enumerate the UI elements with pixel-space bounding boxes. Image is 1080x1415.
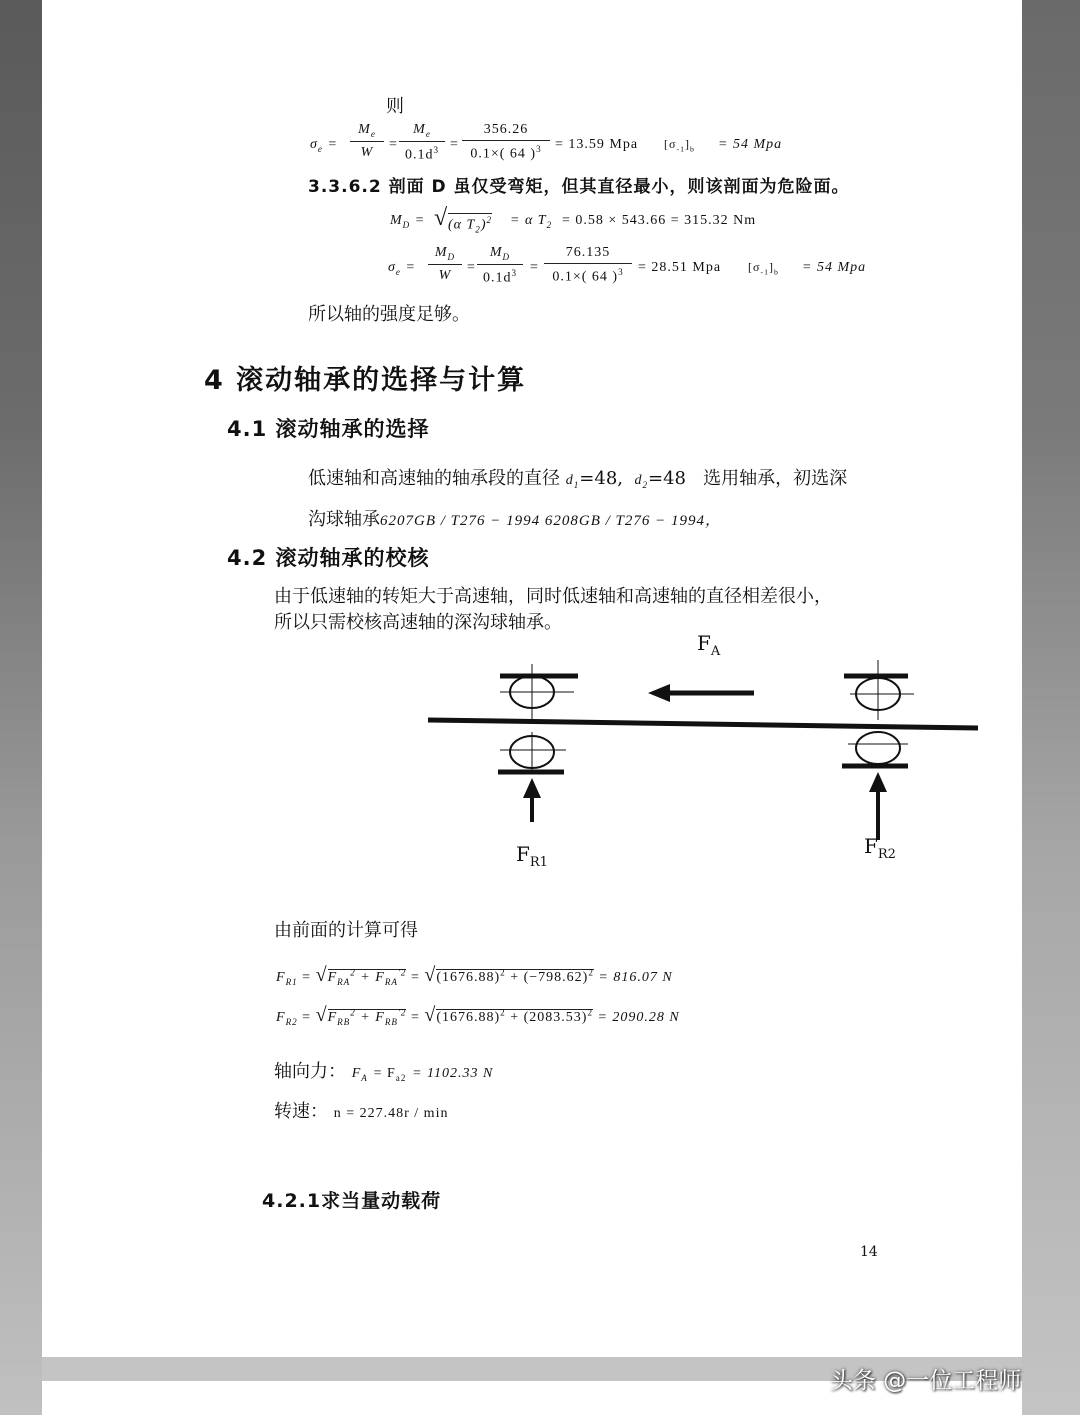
strength-conclusion: 所以轴的强度足够。 (308, 304, 470, 325)
document-page: 则 $\sigma_e$ = $M_e$ W = $M_e$ $0.1d^3$ = 356.26 0.1×( 64 )$^3$ = 13.59 Mpa $[\sigma_{-1}]_b$ = 54 Mpa 3.3.6.2 剖面 D 虽仅受弯矩，但其直径最小，则该剖面为危险面。 $M_D$ = √ (α $T_2)^2$ = α $T_2$ = 0.58 × 543.66 = 315.32 Nm $\sigma_e$ = $M_D$ W = $M_D$ $0.1d^3$ = 76.135 0.1×( 64 )$^3$ = 28.51 Mpa $[\sigma_{-1}]_b$ = 54 Mpa 所以轴的强度足够。 4 滚动轴承的选择与计算 4.1 滚动轴承的选择 低速轴和高速轴的轴承段的直径 $d_1=48$, $d_2=48$ 选用轴承，初选深 沟球轴承6207GB / T276 − 1994 6208GB / T276 − 1994， 4.2 滚动轴承的校核 由于低速轴的转矩大于高速轴，同时低速轴和高速轴的直径相差很小， 所以只需校核高速轴的深沟球轴承。 $F_A$ $F_{R1}$ $F_{R2}$ 由前面的计算可得 $F_{R1} = √F_{RA}^2 + F_{RA}^{'2} = √(1676.88)^2 + (-798.62)^2 = 816.07$ N $F_{R2} = √F_{RB}^2 + F_{RB}^{'2} = √(1676.88)^2 + (2083.53)^2 = 2090.28$ N 轴向力： $F_A = F_{a2} = 1102.33$ N 转速： n = 227.48r / min 4.2.1求当量动载荷 14 (42, 0, 1022, 1357)
section-41-line2: 沟球轴承6207GB / T276 − 1994 6208GB / T276 − 1994， (308, 509, 722, 530)
fa-label: $F_A$ (697, 631, 721, 659)
section-42-para-line1: 由于低速轴的转矩大于高速轴，同时低速轴和高速轴的直径相差很小， (274, 586, 832, 607)
bearing-2-bottom-ball (856, 732, 900, 764)
fr1-label: $F_{R1}$ (516, 842, 548, 870)
scan-frame-left (0, 0, 42, 1415)
bearing-force-diagram (42, 0, 1022, 900)
then-label: 则 (386, 96, 404, 117)
fr1-equation: $F_{R1} = √F_{RA}^2 + F_{RA}^{'2} = √(1676.88)^2 + (-798.62)^2 = 816.07$ N (276, 964, 673, 987)
calc-intro: 由前面的计算可得 (274, 920, 418, 941)
section-3362-text: 3.3.6.2 剖面 D 虽仅受弯矩，但其直径最小，则该剖面为危险面。 (308, 177, 850, 197)
section-41-heading: 4.1 滚动轴承的选择 (227, 417, 430, 441)
section-421-heading: 4.2.1求当量动载荷 (262, 1190, 442, 1212)
axial-force-line: 轴向力： $F_A = F_{a2} = 1102.33$ N (274, 1061, 494, 1083)
chapter-4-heading: 4 滚动轴承的选择与计算 (204, 365, 527, 396)
watermark-text: 头条 @一位工程师 (830, 1368, 1022, 1394)
section-42-para-line2: 所以只需校核高速轴的深沟球轴承。 (274, 612, 562, 633)
section-42-heading: 4.2 滚动轴承的校核 (227, 546, 430, 570)
page-number: 14 (860, 1244, 878, 1260)
scan-frame-right (1022, 0, 1080, 1415)
fr2-label: $F_{R2}$ (864, 834, 896, 862)
speed-line: 转速： n = 227.48r / min (274, 1101, 449, 1122)
fr2-equation: $F_{R2} = √F_{RB}^2 + F_{RB}^{'2} = √(1676.88)^2 + (2083.53)^2 = 2090.28$ N (276, 1004, 680, 1027)
shaft-line (428, 720, 978, 728)
section-41-line1: 低速轴和高速轴的轴承段的直径 $d_1=48$, $d_2=48$ 选用轴承，初选深 (308, 468, 848, 490)
